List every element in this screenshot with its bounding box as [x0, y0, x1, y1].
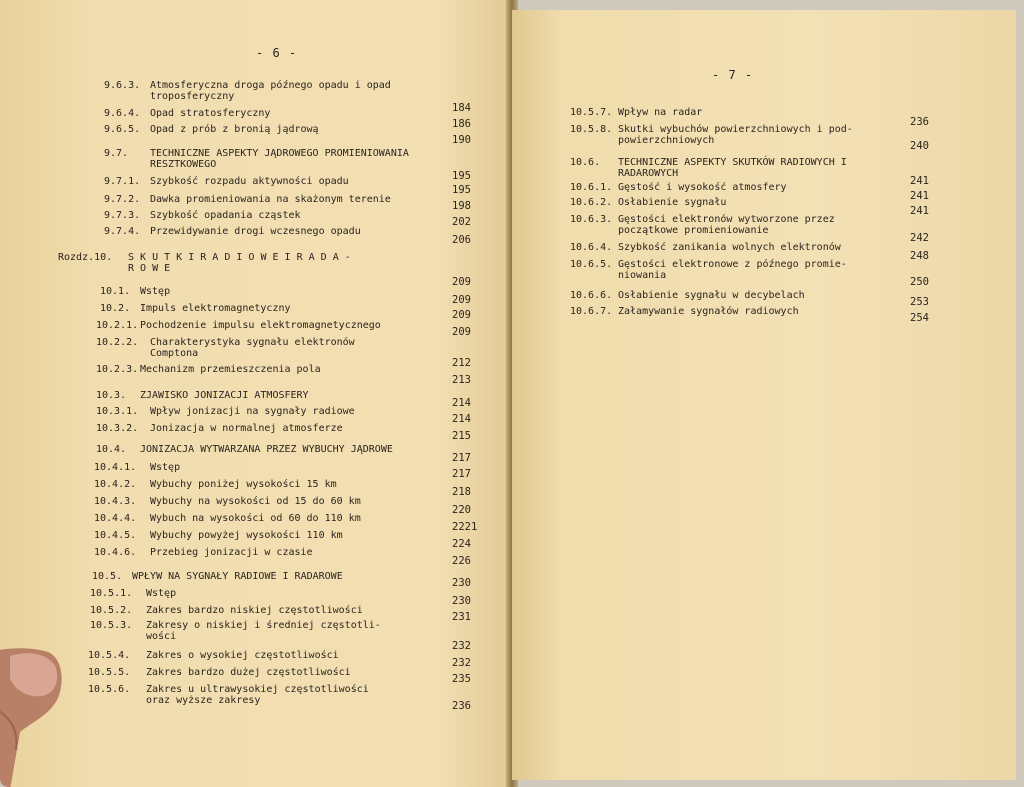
toc-entry-title: Atmosferyczna droga późnego opadu i opad: [150, 80, 391, 91]
toc-entry-title: Załamywanie sygnałów radiowych: [618, 306, 799, 317]
toc-entry-title: S K U T K I R A D I O W E I R A D A -: [128, 252, 351, 263]
toc-entry-title: Gęstości elektronów wytworzone przez: [618, 214, 835, 225]
thumb-image: [0, 640, 62, 787]
toc-entry-title: Opad z prób z bronią jądrową: [150, 124, 319, 135]
toc-entry-title: Wstęp: [150, 462, 181, 473]
toc-entry-number: 10.6.5.: [570, 259, 613, 270]
toc-entry-title: Osłabienie sygnału w decybelach: [618, 290, 805, 301]
toc-entry-number: 10.2.: [100, 303, 131, 314]
toc-page-number: 209: [452, 276, 471, 288]
toc-page-number: 214: [452, 397, 471, 409]
toc-page-number: 230: [452, 577, 471, 589]
toc-entry-title: TECHNICZNE ASPEKTY JĄDROWEGO PROMIENIOWANIA: [150, 148, 409, 159]
toc-entry-number: 10.5.1.: [90, 588, 133, 599]
toc-page-number: 206: [452, 234, 471, 246]
toc-page-number: 212: [452, 357, 471, 369]
toc-entry-number: 10.6.3.: [570, 214, 613, 225]
toc-page-number: 248: [910, 250, 929, 262]
toc-entry-title: Dawka promieniowania na skażonym terenie: [150, 194, 391, 205]
toc-entry-title: Szybkość rozpadu aktywności opadu: [150, 176, 349, 187]
toc-entry-title-continued: wości: [146, 631, 177, 642]
toc-entry-title-continued: Comptona: [150, 348, 199, 359]
toc-page-number: 217: [452, 452, 471, 464]
toc-entry-number: 10.5.4.: [88, 650, 131, 661]
toc-page-number: 232: [452, 657, 471, 669]
toc-entry-title: Gęstości elektronowe z późnego promie-: [618, 259, 847, 270]
toc-entry-number: 9.7.: [104, 148, 129, 159]
toc-entry-number: 10.5.8.: [570, 124, 613, 135]
toc-page-number: 202: [452, 216, 471, 228]
toc-entry-number: 10.4.: [96, 444, 127, 455]
toc-entry-title: Gęstość i wysokość atmosfery: [618, 182, 787, 193]
toc-entry-title: WPŁYW NA SYGNAŁY RADIOWE I RADAROWE: [132, 571, 343, 582]
toc-entry-number: 10.4.6.: [94, 547, 137, 558]
toc-entry-number: 10.5.5.: [88, 667, 131, 678]
toc-entry-title: Skutki wybuchów powierzchniowych i pod-: [618, 124, 853, 135]
toc-entry-number: 10.4.4.: [94, 513, 137, 524]
toc-page-number: 230: [452, 595, 471, 607]
toc-page-number: 226: [452, 555, 471, 567]
toc-entry-title-continued: oraz wyższe zakresy: [146, 695, 261, 706]
toc-page-number: 235: [452, 673, 471, 685]
toc-entry-number: 10.2.1.: [96, 320, 139, 331]
toc-entry-number: 10.5.2.: [90, 605, 133, 616]
toc-entry-number: 10.5.: [92, 571, 123, 582]
toc-entry-title: Zakres o wysokiej częstotliwości: [146, 650, 339, 661]
toc-entry-number: 10.6.: [570, 157, 601, 168]
toc-entry-number: 10.6.6.: [570, 290, 613, 301]
toc-entry-number: Rozdz.10.: [58, 252, 113, 263]
toc-page-number: 198: [452, 200, 471, 212]
toc-entry-title-continued: R O W E: [128, 263, 171, 274]
toc-entry-number: 10.3.2.: [96, 423, 139, 434]
toc-entry-title: JONIZACJA WYTWARZANA PRZEZ WYBUCHY JĄDROWE: [140, 444, 393, 455]
toc-entry-number: 10.3.: [96, 390, 127, 401]
toc-page-number: 236: [452, 700, 471, 712]
toc-page-number: 241: [910, 205, 929, 217]
toc-page-number: 240: [910, 140, 929, 152]
toc-entry-number: 10.4.2.: [94, 479, 137, 490]
toc-page-number: 195: [452, 184, 471, 196]
toc-entry-number: 10.6.4.: [570, 242, 613, 253]
toc-page-number: 186: [452, 118, 471, 130]
toc-entry-number: 10.2.2.: [96, 337, 139, 348]
toc-entry-number: 9.7.1.: [104, 176, 141, 187]
page-number: - 6 -: [256, 46, 298, 60]
toc-entry-title: Charakterystyka sygnału elektronów: [150, 337, 355, 348]
toc-page-number: 190: [452, 134, 471, 146]
toc-entry-title: Wybuchy na wysokości od 15 do 60 km: [150, 496, 361, 507]
toc-entry-title: Jonizacja w normalnej atmosferze: [150, 423, 343, 434]
toc-entry-title: Pochodzenie impulsu elektromagnetycznego: [140, 320, 381, 331]
toc-entry-number: 10.6.7.: [570, 306, 613, 317]
toc-entry-title: Szybkość opadania cząstek: [150, 210, 301, 221]
toc-page-number: 209: [452, 309, 471, 321]
toc-entry-number: 10.5.6.: [88, 684, 131, 695]
toc-entry-title: Mechanizm przemieszczenia pola: [140, 364, 321, 375]
toc-entry-title-continued: RESZTKOWEGO: [150, 159, 217, 170]
toc-entry-number: 10.6.2.: [570, 197, 613, 208]
toc-entry-number: 9.6.3.: [104, 80, 141, 91]
toc-entry-title: Przebieg jonizacji w czasie: [150, 547, 313, 558]
toc-entry-number: 10.5.7.: [570, 107, 613, 118]
toc-page-number: 214: [452, 413, 471, 425]
toc-entry-title: Zakres bardzo dużej częstotliwości: [146, 667, 351, 678]
toc-entry-title-continued: RADAROWYCH: [618, 168, 679, 179]
toc-page-number: 213: [452, 374, 471, 386]
toc-entry-number: 10.4.1.: [94, 462, 137, 473]
toc-page-number: 241: [910, 175, 929, 187]
toc-entry-title-continued: niowania: [618, 270, 667, 281]
toc-entry-title: Wpływ jonizacji na sygnały radiowe: [150, 406, 355, 417]
toc-entry-number: 9.7.4.: [104, 226, 141, 237]
toc-entry-number: 9.6.5.: [104, 124, 141, 135]
toc-page-number: 232: [452, 640, 471, 652]
toc-entry-number: 10.2.3.: [96, 364, 139, 375]
toc-page-number: 236: [910, 116, 929, 128]
toc-entry-title: Wybuchy powyżej wysokości 110 km: [150, 530, 343, 541]
toc-page-number: 254: [910, 312, 929, 324]
toc-page-number: 231: [452, 611, 471, 623]
toc-entry-number: 10.4.5.: [94, 530, 137, 541]
toc-page-number: 241: [910, 190, 929, 202]
toc-entry-number: 10.5.3.: [90, 620, 133, 631]
toc-entry-title: Szybkość zanikania wolnych elektronów: [618, 242, 841, 253]
toc-entry-title: Wybuch na wysokości od 60 do 110 km: [150, 513, 361, 524]
toc-entry-title: Przewidywanie drogi wczesnego opadu: [150, 226, 361, 237]
toc-page-number: 217: [452, 468, 471, 480]
toc-entry-number: 10.3.1.: [96, 406, 139, 417]
toc-page-number: 195: [452, 170, 471, 182]
toc-entry-number: 9.7.3.: [104, 210, 141, 221]
toc-entry-title: Zakres bardzo niskiej częstotliwości: [146, 605, 363, 616]
toc-entry-title-continued: początkowe promieniowanie: [618, 225, 769, 236]
toc-entry-title: Zakres u ultrawysokiej częstotliwości: [146, 684, 369, 695]
toc-entry-title: Wstęp: [146, 588, 177, 599]
toc-entry-title-continued: powierzchniowych: [618, 135, 715, 146]
toc-page-number: 224: [452, 538, 471, 550]
toc-entry-title: Wstęp: [140, 286, 171, 297]
toc-entry-number: 10.4.3.: [94, 496, 137, 507]
toc-entry-title: Wpływ na radar: [618, 107, 703, 118]
toc-page-number: 209: [452, 326, 471, 338]
toc-entry-number: 10.1.: [100, 286, 131, 297]
toc-entry-number: 9.6.4.: [104, 108, 141, 119]
toc-page-number: 250: [910, 276, 929, 288]
toc-entry-number: 9.7.2.: [104, 194, 141, 205]
toc-page-number: 253: [910, 296, 929, 308]
toc-page-number: 242: [910, 232, 929, 244]
toc-page-number: 220: [452, 504, 471, 516]
toc-entry-number: 10.6.1.: [570, 182, 613, 193]
toc-page-number: 215: [452, 430, 471, 442]
toc-page-number: 209: [452, 294, 471, 306]
toc-page-number: 184: [452, 102, 471, 114]
toc-page-number: 218: [452, 486, 471, 498]
right-page: [512, 10, 1016, 780]
toc-entry-title: Zakresy o niskiej i średniej częstotli-: [146, 620, 381, 631]
page-number: - 7 -: [712, 68, 754, 82]
toc-entry-title-continued: troposferyczny: [150, 91, 235, 102]
toc-entry-title: TECHNICZNE ASPEKTY SKUTKÓW RADIOWYCH I: [618, 157, 847, 168]
toc-entry-title: Impuls elektromagnetyczny: [140, 303, 291, 314]
toc-entry-title: Wybuchy poniżej wysokości 15 km: [150, 479, 337, 490]
toc-entry-title: Opad stratosferyczny: [150, 108, 271, 119]
toc-entry-title: Osłabienie sygnału: [618, 197, 727, 208]
toc-page-number: 2221: [452, 521, 478, 533]
toc-entry-title: ZJAWISKO JONIZACJI ATMOSFERY: [140, 390, 309, 401]
